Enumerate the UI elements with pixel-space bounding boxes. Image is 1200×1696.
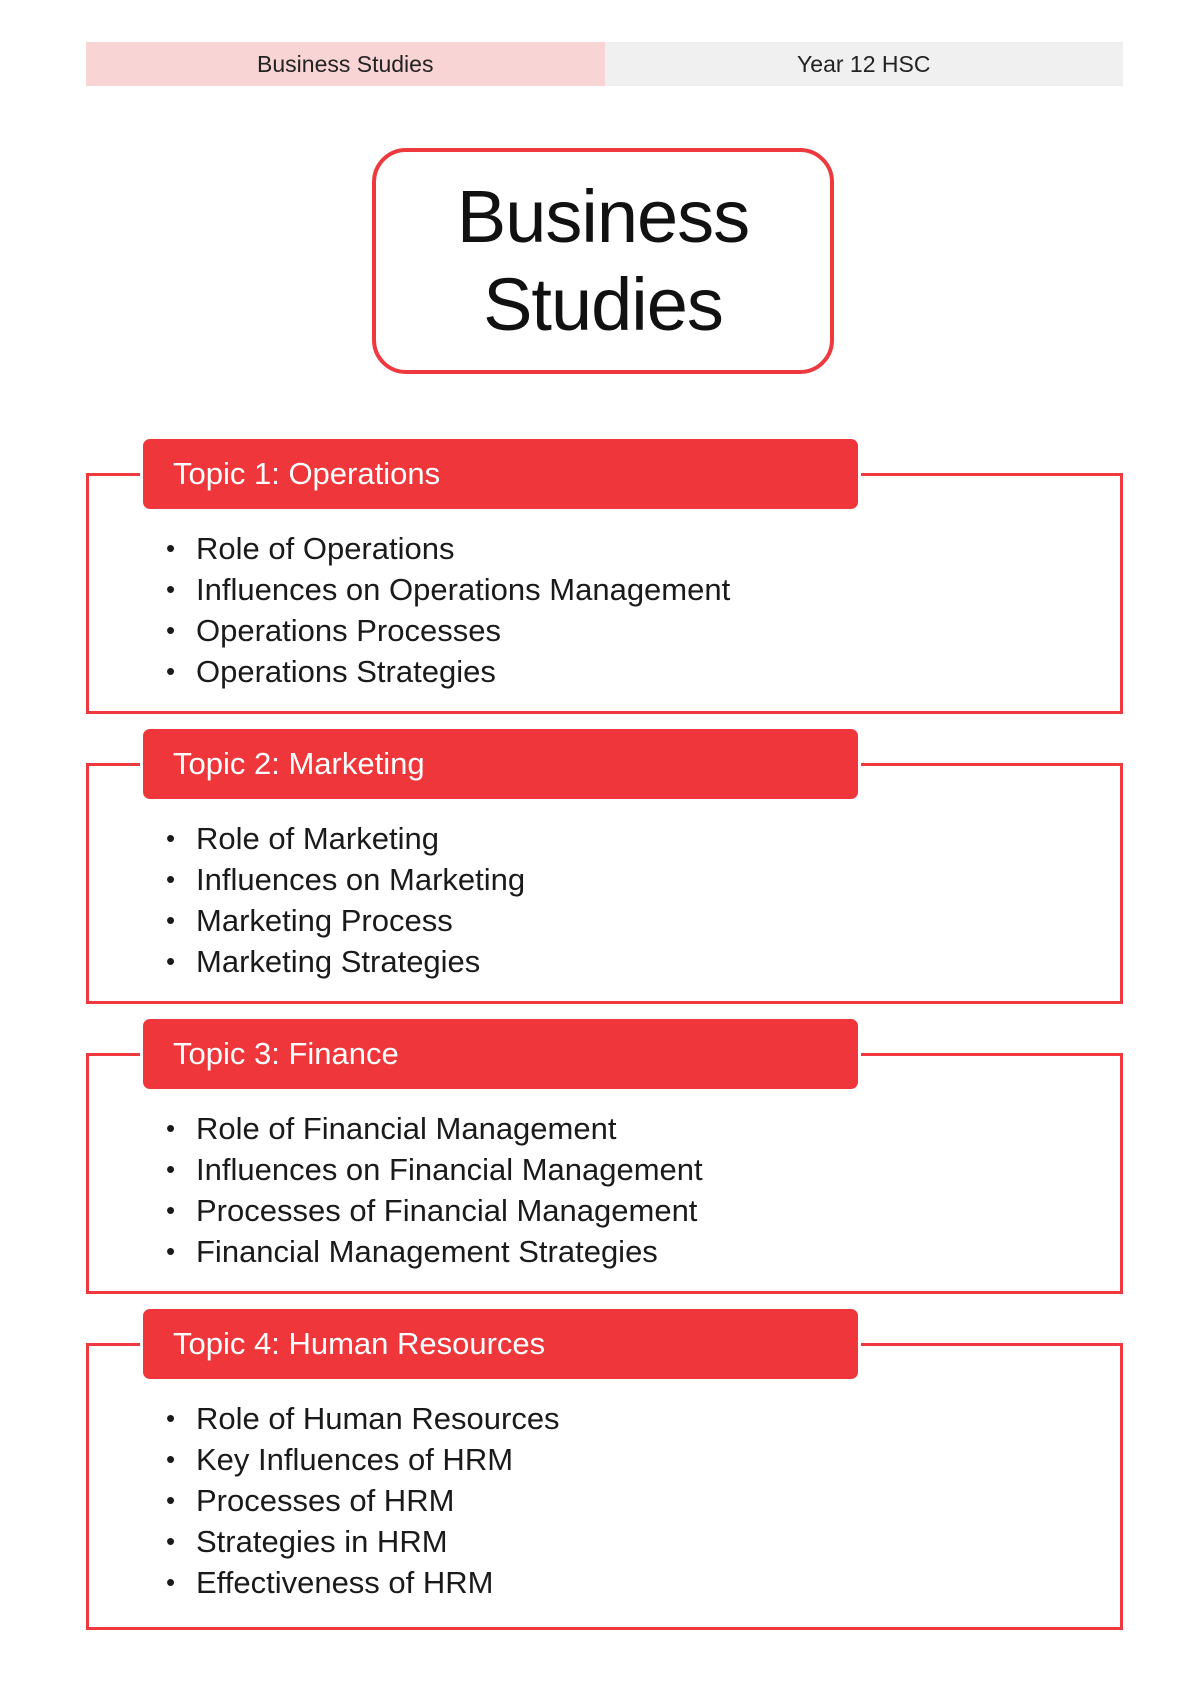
bullet-icon: •: [166, 905, 176, 935]
list-item: [166, 818, 525, 859]
list-item-label: Marketing Strategies: [196, 944, 481, 979]
list-item: [166, 569, 730, 610]
topic-section-operations: [86, 436, 1123, 714]
list-item: [166, 1398, 560, 1439]
topic-header: Topic 1: Operations: [140, 436, 861, 512]
header-year: Year 12 HSC: [605, 42, 1124, 86]
topic-header: Topic 4: Human Resources: [140, 1306, 861, 1382]
bullet-icon: •: [166, 823, 176, 853]
bullet-icon: •: [166, 1485, 176, 1515]
topic-item-list: [166, 528, 730, 692]
list-item-label: Operations Processes: [196, 613, 501, 648]
list-item: [166, 1562, 560, 1603]
topic-item-list: [166, 1108, 703, 1272]
list-item: [166, 1439, 560, 1480]
list-item-label: Financial Management Strategies: [196, 1234, 658, 1269]
list-item-label: Role of Human Resources: [196, 1401, 560, 1436]
list-item: [166, 1108, 703, 1149]
bullet-icon: •: [166, 1113, 176, 1143]
list-item-label: Role of Financial Management: [196, 1111, 617, 1146]
page-header: [86, 42, 1123, 86]
list-item-label: Operations Strategies: [196, 654, 496, 689]
topic-section-marketing: [86, 726, 1123, 1004]
list-item-label: Role of Marketing: [196, 821, 439, 856]
bullet-icon: •: [166, 533, 176, 563]
bullet-icon: •: [166, 1195, 176, 1225]
bullet-icon: •: [166, 656, 176, 686]
list-item-label: Processes of Financial Management: [196, 1193, 698, 1228]
list-item-label: Key Influences of HRM: [196, 1442, 514, 1477]
topic-item-list: [166, 818, 525, 982]
bullet-icon: •: [166, 946, 176, 976]
topic-item-list: [166, 1398, 560, 1603]
topic-header: Topic 2: Marketing: [140, 726, 861, 802]
list-item-label: Marketing Process: [196, 903, 453, 938]
list-item: [166, 941, 525, 982]
list-item-label: Influences on Marketing: [196, 862, 526, 897]
bullet-icon: •: [166, 574, 176, 604]
list-item: [166, 1231, 703, 1272]
title-box: [372, 148, 834, 374]
bullet-icon: •: [166, 615, 176, 645]
title-line-2: Studies: [483, 263, 723, 346]
title-line-1: Business: [456, 175, 750, 258]
list-item-label: Processes of HRM: [196, 1483, 455, 1518]
topic-section-finance: [86, 1016, 1123, 1294]
bullet-icon: •: [166, 1236, 176, 1266]
list-item: [166, 610, 730, 651]
bullet-icon: •: [166, 864, 176, 894]
list-item: [166, 1190, 703, 1231]
bullet-icon: •: [166, 1444, 176, 1474]
list-item: [166, 1480, 560, 1521]
bullet-icon: •: [166, 1526, 176, 1556]
topic-header: Topic 3: Finance: [140, 1016, 861, 1092]
topic-section-human-resources: [86, 1306, 1123, 1630]
list-item: [166, 651, 730, 692]
list-item: [166, 1521, 560, 1562]
list-item: [166, 1149, 703, 1190]
list-item-label: Influences on Financial Management: [196, 1152, 703, 1187]
list-item-label: Role of Operations: [196, 531, 455, 566]
bullet-icon: •: [166, 1567, 176, 1597]
list-item: [166, 859, 525, 900]
list-item-label: Influences on Operations Management: [196, 572, 731, 607]
bullet-icon: •: [166, 1154, 176, 1184]
list-item-label: Strategies in HRM: [196, 1524, 448, 1559]
list-item: [166, 900, 525, 941]
list-item: [166, 528, 730, 569]
list-item-label: Effectiveness of HRM: [196, 1565, 494, 1600]
header-subject: Business Studies: [86, 42, 605, 86]
bullet-icon: •: [166, 1403, 176, 1433]
